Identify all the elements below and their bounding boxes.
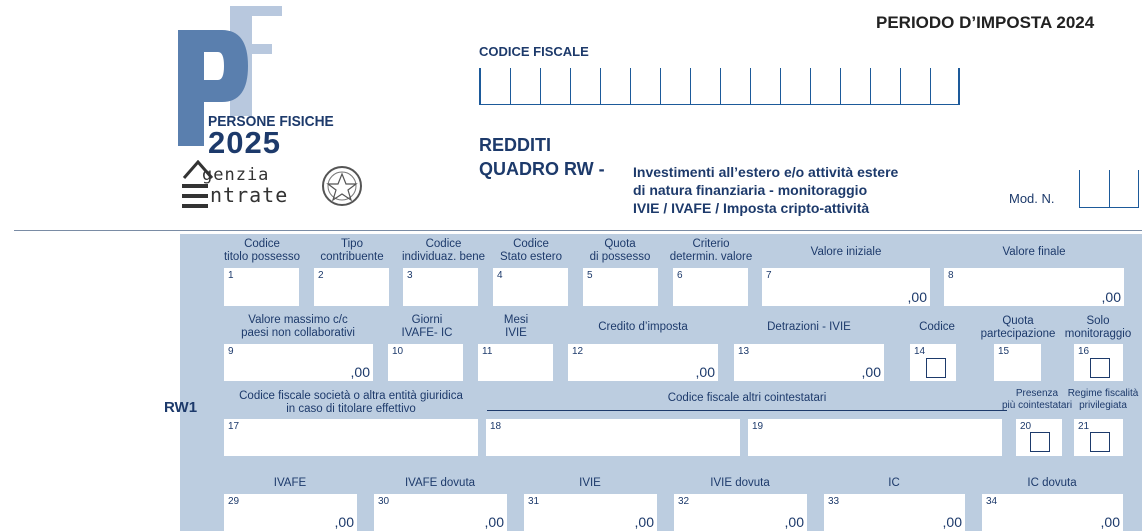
field-16[interactable]: 16 xyxy=(1074,344,1123,381)
checkbox-16[interactable] xyxy=(1090,358,1110,378)
header-divider xyxy=(14,230,1142,231)
label-valore-massimo: Valore massimo c/c paesi non collaborativi xyxy=(241,314,355,339)
field-7[interactable]: 7 ,00 xyxy=(762,268,930,306)
field-18[interactable]: 18 xyxy=(486,419,740,456)
checkbox-21[interactable] xyxy=(1090,432,1110,452)
field-30[interactable]: 30 ,00 xyxy=(374,494,507,531)
label-ivafe: IVAFE xyxy=(273,477,307,489)
field-8[interactable]: 8 ,00 xyxy=(944,268,1124,306)
brand-persone-fisiche: PERSONE FISICHE xyxy=(208,113,334,130)
label-ic-dovuta: IC dovuta xyxy=(1027,477,1077,489)
label-valore-finale: Valore finale xyxy=(1002,246,1066,258)
periodo-imposta: PERIODO D’IMPOSTA 2024 xyxy=(876,13,1095,32)
field-29[interactable]: 29 ,00 xyxy=(224,494,357,531)
label-quota-partecipazione: Quota partecipazione xyxy=(980,315,1056,340)
field-34[interactable]: 34 ,00 xyxy=(982,494,1123,531)
label-solo-monitoraggio: Solo monitoraggio xyxy=(1064,315,1132,340)
label-codice-14: Codice xyxy=(919,321,955,333)
mod-n-input[interactable] xyxy=(1079,170,1139,208)
field-5[interactable]: 5 xyxy=(583,268,658,306)
label-quota-possesso: Quota di possesso xyxy=(589,238,651,263)
field-4[interactable]: 4 xyxy=(493,268,568,306)
field-1[interactable]: 1 xyxy=(224,268,299,306)
label-codice-titolo: Codice titolo possesso xyxy=(223,238,301,263)
label-ivafe-dovuta: IVAFE dovuta xyxy=(404,477,476,489)
field-31[interactable]: 31 ,00 xyxy=(524,494,657,531)
field-10[interactable]: 10 xyxy=(388,344,463,381)
cointestatari-divider xyxy=(487,410,1007,411)
label-ivie: IVIE xyxy=(579,477,601,489)
codice-fiscale-label: CODICE FISCALE xyxy=(479,44,589,59)
codice-fiscale-input[interactable] xyxy=(479,68,959,105)
label-ic: IC xyxy=(888,477,900,489)
label-tipo-contribuente: Tipo contribuente xyxy=(320,238,384,263)
field-6[interactable]: 6 xyxy=(673,268,748,306)
field-20[interactable]: 20 xyxy=(1016,419,1062,456)
label-ivie-dovuta: IVIE dovuta xyxy=(710,477,770,489)
field-13[interactable]: 13 ,00 xyxy=(734,344,884,381)
field-32[interactable]: 32 ,00 xyxy=(674,494,807,531)
label-cf-societa: Codice fiscale società o altra entità giuridica in caso di titolare effettivo xyxy=(239,390,463,415)
label-codice-bene: Codice individuaz. bene xyxy=(401,238,486,263)
field-9[interactable]: 9 ,00 xyxy=(224,344,373,381)
label-cf-cointestatari: Codice fiscale altri cointestatari xyxy=(667,392,827,404)
label-giorni: Giorni IVAFE- IC xyxy=(401,314,453,339)
checkbox-14[interactable] xyxy=(926,358,946,378)
label-presenza: Presenza più cointestatari xyxy=(1002,388,1073,411)
label-credito: Credito d’imposta xyxy=(598,321,688,333)
field-11[interactable]: 11 xyxy=(478,344,553,381)
field-14[interactable]: 14 xyxy=(910,344,956,381)
field-15[interactable]: 15 xyxy=(994,344,1041,381)
field-33[interactable]: 33 ,00 xyxy=(824,494,965,531)
label-codice-stato: Codice Stato estero xyxy=(499,238,562,263)
label-criterio: Criterio determin. valore xyxy=(669,238,753,263)
label-mesi: Mesi IVIE xyxy=(503,314,529,339)
agenzia-text: genzia xyxy=(202,165,270,185)
checkbox-20[interactable] xyxy=(1030,432,1050,452)
field-2[interactable]: 2 xyxy=(314,268,389,306)
row-label-rw1: RW1 xyxy=(164,399,198,416)
mod-n-label: Mod. N. xyxy=(1009,191,1055,206)
label-detrazioni: Detrazioni - IVIE xyxy=(767,321,851,333)
entrate-text: ntrate xyxy=(210,183,289,207)
brand-year: 2025 xyxy=(208,125,281,160)
field-3[interactable]: 3 xyxy=(403,268,478,306)
quadro-title: QUADRO RW - xyxy=(479,159,605,179)
quadro-description: Investimenti all’estero e/o attività estere di natura finanziaria - monitoraggio IVIE / IVAFE / Imposta cripto-attività xyxy=(633,164,899,216)
field-12[interactable]: 12 ,00 xyxy=(568,344,718,381)
label-regime: Regime fiscalità privilegiata xyxy=(1067,388,1139,411)
field-21[interactable]: 21 xyxy=(1074,419,1123,456)
label-valore-iniziale: Valore iniziale xyxy=(810,246,882,258)
redditi-title: REDDITI xyxy=(479,135,551,155)
field-17[interactable]: 17 xyxy=(224,419,478,456)
field-19[interactable]: 19 xyxy=(748,419,1002,456)
